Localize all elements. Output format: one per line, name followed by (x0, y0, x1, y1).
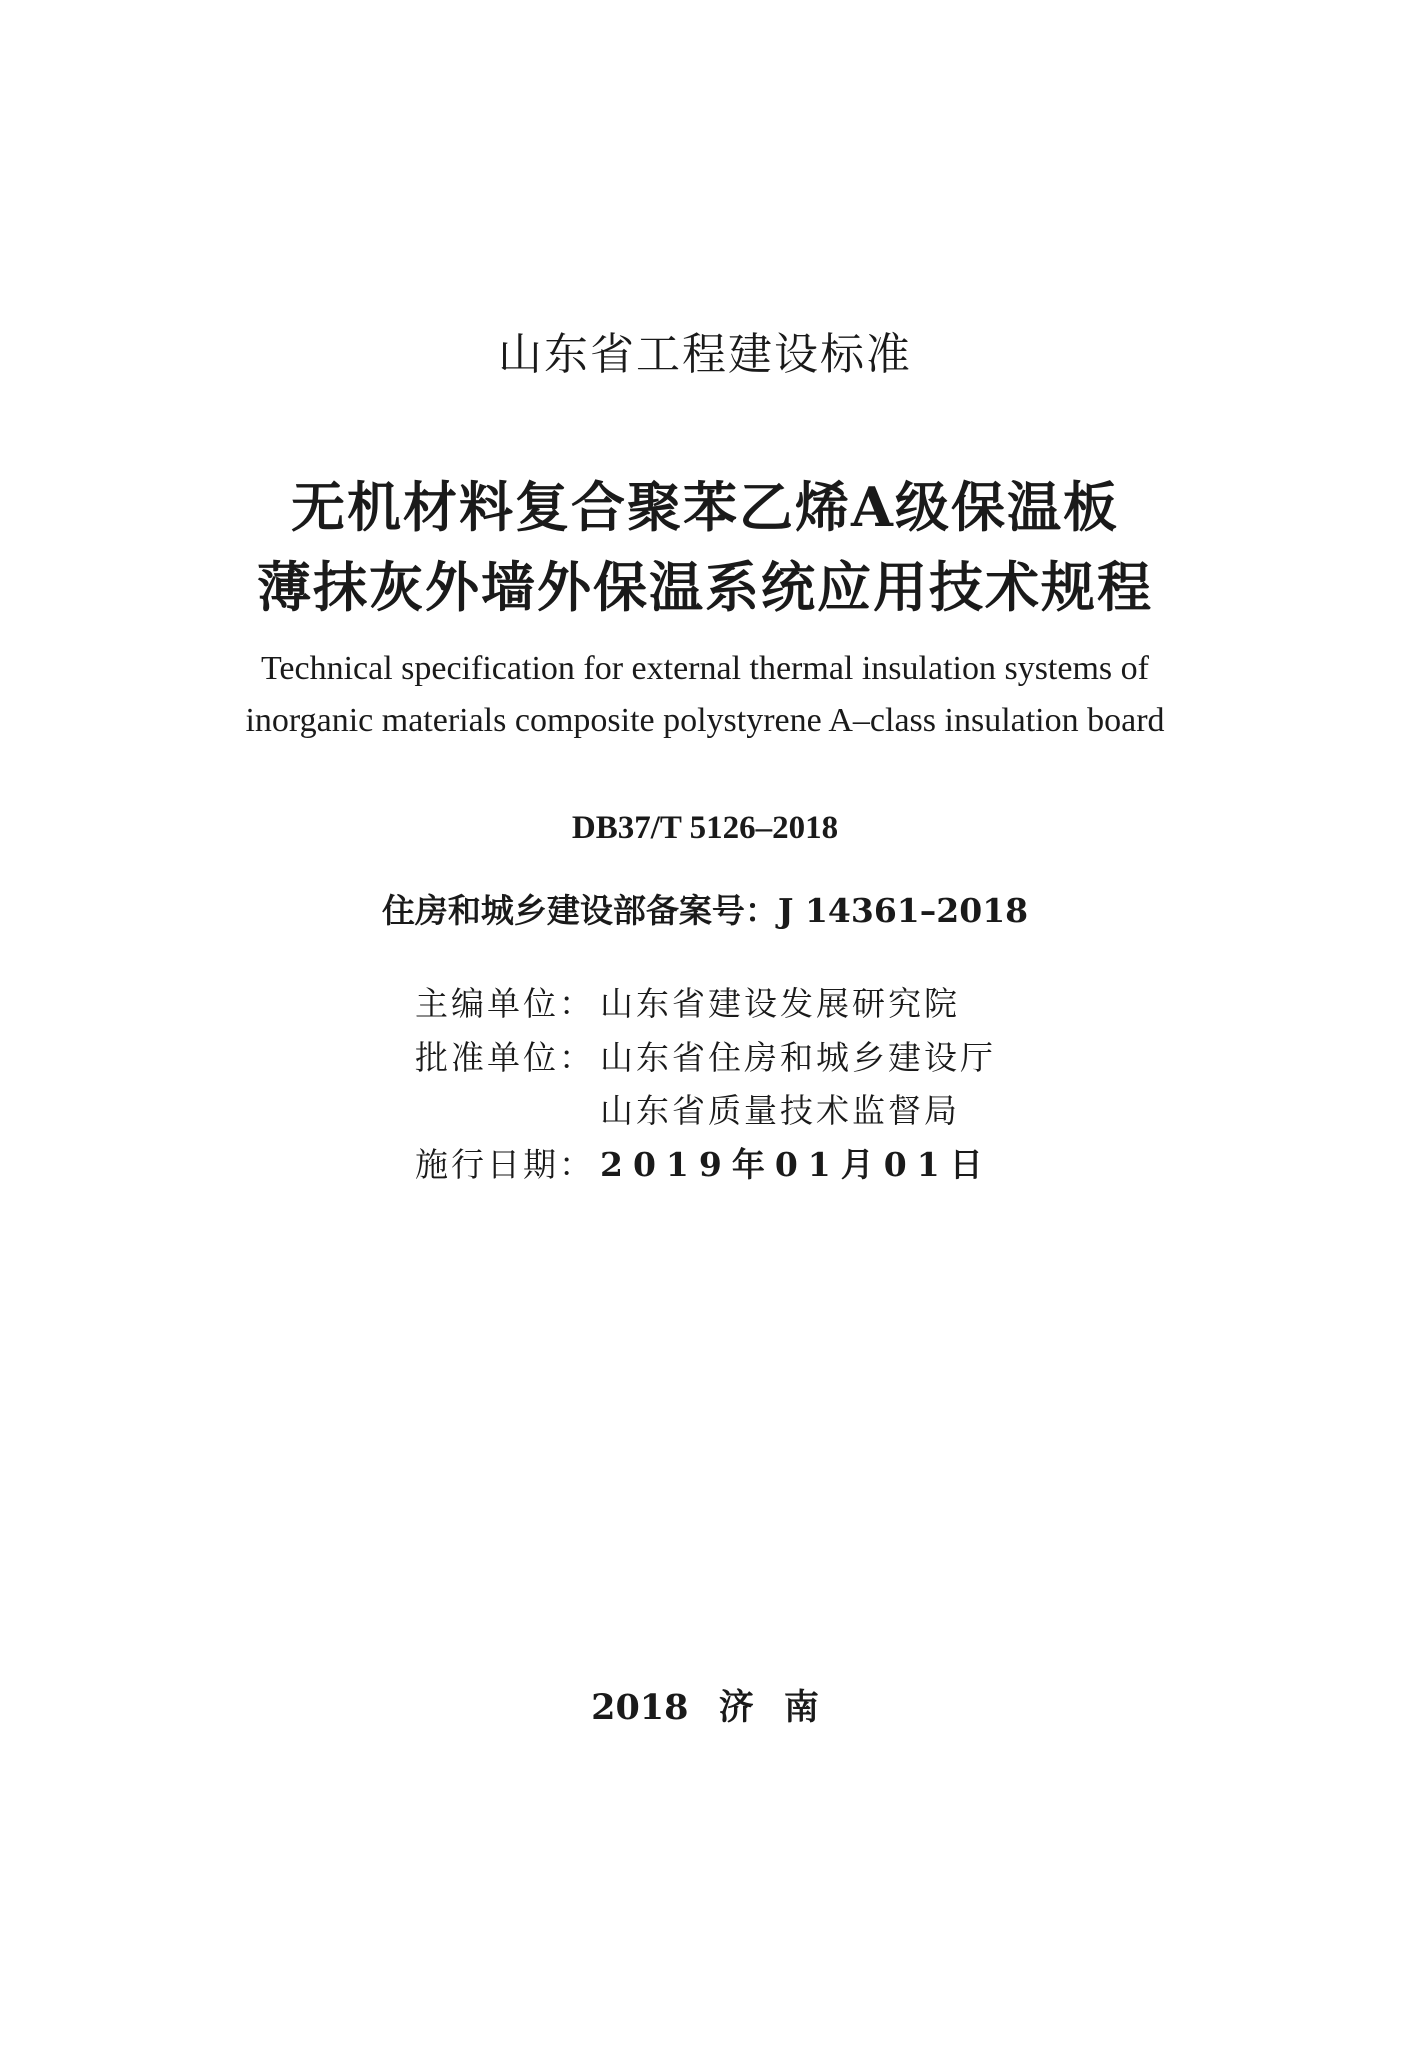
editor-unit-label: 主编单位： (415, 984, 595, 1023)
document-title-line-2: 薄抹灰外墙外保温系统应用技术规程 (257, 555, 1153, 619)
approver-unit-value-1: 山东省住房和城乡建设厅 (600, 1038, 996, 1077)
editor-unit-value: 山东省建设发展研究院 (600, 984, 960, 1023)
effective-date-value: 2019年01月01日 (600, 1145, 993, 1184)
document-title-line-1: 无机材料复合聚苯乙烯A级保温板 (291, 475, 1119, 539)
standard-code: DB37/T 5126–2018 (571, 810, 839, 846)
approver-unit-row-2 (600, 1085, 960, 1132)
standard-series: 山东省工程建设标准 (498, 329, 912, 380)
editor-unit-row (415, 978, 960, 1025)
approver-unit-label: 批准单位： (415, 1038, 595, 1077)
english-title-line-2: inorganic materials composite polystyrene A–class insulation board (245, 702, 1165, 739)
effective-date-row (415, 1139, 993, 1186)
approver-unit-row (415, 1032, 996, 1079)
effective-date-label: 施行日期： (415, 1145, 595, 1184)
publication-footer: 2018 济 南 (591, 1687, 819, 1728)
english-title-line-1: Technical specification for external thermal insulation systems of (261, 650, 1149, 687)
approver-unit-value-2: 山东省质量技术监督局 (600, 1091, 960, 1130)
record-number: 住房和城乡建设部备案号：J 14361–2018 (381, 891, 1029, 930)
